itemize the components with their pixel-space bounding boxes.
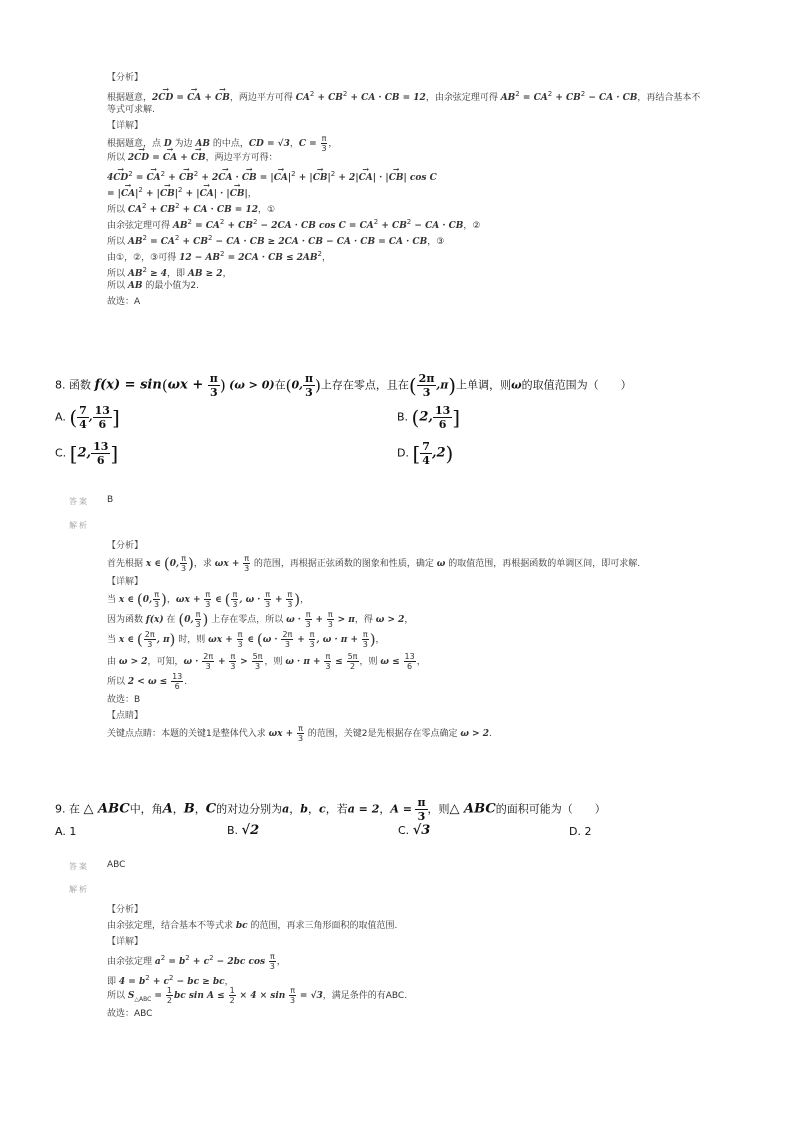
q7-detail-line-4: = |→ $CA|^2$ + |→ $CB|^2$ + |→ CA| · |→ CB|， — [107, 182, 747, 198]
detail-heading: 【详解】 — [107, 577, 144, 587]
q9-detail-line-3: 所以 $S_{\triangle ABC}$ = $\frac{1}{2}$ bc sin A ≤ $\frac{1}{2}$ × 4 × sin $\frac{\pi}{3}$ = √3，满足条件的有ABC. — [107, 986, 408, 1005]
q8-detail-line-1: 当 x ∈ (0, $\frac{\pi}{3}$ )，ωx + $\frac{\pi}{3}$ ∈ ( $\frac{\pi}{3}$ , ω · $\frac{\pi}{3}$ + $\frac{\pi}{3}$ )， — [107, 590, 310, 609]
q7-detail-line-10: 所以 AB 的最小值为2. — [107, 281, 199, 291]
q8-point-line: 关键点点睛：本题的关键1是整体代入求 ωx + $\frac{\pi}{3}$ 的范围，关键2是先根据存在零点确定 ω > 2. — [107, 724, 492, 743]
analysis-heading: 【分析】 — [107, 541, 144, 551]
q8-solution — [107, 538, 747, 744]
q7-detail-line-9: 所以 $AB^2 \ge 4$，即 AB ≥ 2， — [107, 266, 232, 279]
q7-solution — [107, 70, 747, 310]
q8-option-a[interactable]: A. ( $\frac{7}{4}$ , $\frac{13}{6}$ ] — [55, 404, 120, 431]
q7-detail-line-5: 所以 $CA^2 + CB^2$ + CA · CB = 12，① — [107, 202, 276, 215]
analysis-heading: 【分析】 — [107, 73, 144, 83]
q7-detail-line-8: 由①，②，③可得 $12 - AB^2 = 2CA$ · CB ≤ $2AB^2$， — [107, 250, 331, 263]
q8-option-d[interactable]: D. [ $\frac{7}{4}$ ,2) — [397, 440, 454, 467]
q8-analysis-label: 解析 — [69, 521, 89, 530]
analysis-heading: 【分析】 — [107, 905, 144, 915]
dianjing-heading: 【点睛】 — [107, 711, 144, 721]
q9-option-b[interactable]: B. √2 — [227, 823, 260, 838]
q8-analysis-line: 首先根据 x ∈ (0, $\frac{\pi}{3}$ )，求 ωx + $\frac{\pi}{3}$ 的范围，再根据正弦函数的图象和性质，确定 ω 的取值范围，再根据函数的单调区间，即可求解. — [107, 554, 641, 573]
q9-option-d[interactable]: D. 2 — [569, 825, 592, 838]
q9-answer-label: 答案 — [69, 862, 89, 871]
q8-answer-label: 答案 — [69, 497, 89, 506]
detail-heading: 【详解】 — [107, 121, 144, 131]
q8-detail-line-6: 故选：B — [107, 695, 141, 705]
q8-detail-line-5: 所以 2 < ω ≤ $\frac{13}{6}$ . — [107, 672, 188, 691]
q8-stem: 8. 函数 f(x) = sin(ωx + $\frac{\pi}{3}$ ) (ω > 0)在(0, $\frac{\pi}{3}$ )上存在零点，且在( $\frac{2\pi}{3}$ ,π)上单调，则ω的取值范围为（ ） — [55, 372, 632, 399]
q7-detail-line-6: 由余弦定理可得 $AB^2 = CA^2 + CB^2 - 2CA$ · CB $\cos C = CA^2 + CB^2$ − CA · CB，② — [107, 218, 481, 231]
q9-stem: 9. 在 △ ABC中，角A，B，C的对边分别为a，b，c，若a = 2，A = $\frac{\pi}{3}$ ，则△ ABC的面积可能为（ ） — [55, 796, 606, 823]
q7-detail-line-11: 故选：A — [107, 297, 141, 307]
q8-answer-value: B — [107, 495, 114, 505]
q7-detail-line-7: 所以 $AB^2 = CA^2 + CB^2$ − CA · CB ≥ 2CA · CB − CA · CB = CA · CB，③ — [107, 234, 445, 247]
q9-analysis-label: 解析 — [69, 885, 89, 894]
q9-detail-line-2: 即 $4 = b^2 + c^2$ − bc ≥ bc， — [107, 974, 234, 987]
q8-detail-line-4: 由 ω > 2，可知，ω · $\frac{2\pi}{3}$ + $\frac{\pi}{3}$ > $\frac{5\pi}{3}$ ，则 ω · π + $\frac{\pi}{3}$ ≤ $\frac{5\pi}{2}$ ，则 ω ≤ $\frac{13}{6}$ ， — [107, 652, 426, 671]
q8-detail-line-3: 当 x ∈ ( $\frac{2\pi}{3}$ , π) 时，则 ωx + $\frac{\pi}{3}$ ∈ (ω · $\frac{2\pi}{3}$ + $\frac{\pi}{3}$ , ω · π + $\frac{\pi}{3}$ )， — [107, 630, 385, 649]
q9-analysis-line: 由余弦定理，结合基本不等式求 bc 的范围，再求三角形面积的取值范围. — [107, 921, 398, 931]
q9-answer-value: ABC — [107, 860, 126, 870]
q9-solution — [107, 902, 747, 1022]
q7-detail-line-3: $4\to CD^2$ = → $CA^2$ + → $CB^2 + 2\to$ CA · → CB = |→ $CA|^2$ + |→ $CB|^2 + 2|\to CA|$ · |→ CB| cos C — [107, 166, 747, 182]
q7-detail-line-2: 所以 2→ CD = → CA + → CB，两边平方可得： — [107, 150, 747, 166]
q9-detail-line-1: 由余弦定理 $a^2 = b^2 + c^2 - 2bc$ cos $\frac{\pi}{3}$ ， — [107, 952, 286, 971]
q9-detail-line-4: 故选：ABC — [107, 1009, 153, 1019]
q9-option-c[interactable]: C. √3 — [398, 823, 431, 838]
q8-option-b[interactable]: B. (2, $\frac{13}{6}$ ] — [397, 404, 461, 431]
q8-detail-line-2: 因为函数 f(x) 在 (0, $\frac{\pi}{3}$ ) 上存在零点，所以 ω · $\frac{\pi}{3}$ + $\frac{\pi}{3}$ > π，得 ω > 2， — [107, 610, 414, 629]
detail-heading: 【详解】 — [107, 937, 144, 947]
q7-analysis-line-2: 等式可求解. — [107, 105, 155, 115]
q7-analysis-line-1: 根据题意，2→ CD = → CA + → CB，两边平方可得 $CA^2 + CB^2$ + CA · CB = 12，由余弦定理可得 $AB^2 = CA^2 + CB^2$ − CA · CB，再结合基本不 — [107, 86, 747, 102]
q9-option-a[interactable]: A. 1 — [55, 825, 77, 838]
q8-option-c[interactable]: C. [2, $\frac{13}{6}$ ] — [55, 440, 119, 467]
q7-detail-line-1: 根据题意，点 D 为边 AB 的中点，CD = √3，C = $\frac{\pi}{3}$ ， — [107, 134, 338, 153]
